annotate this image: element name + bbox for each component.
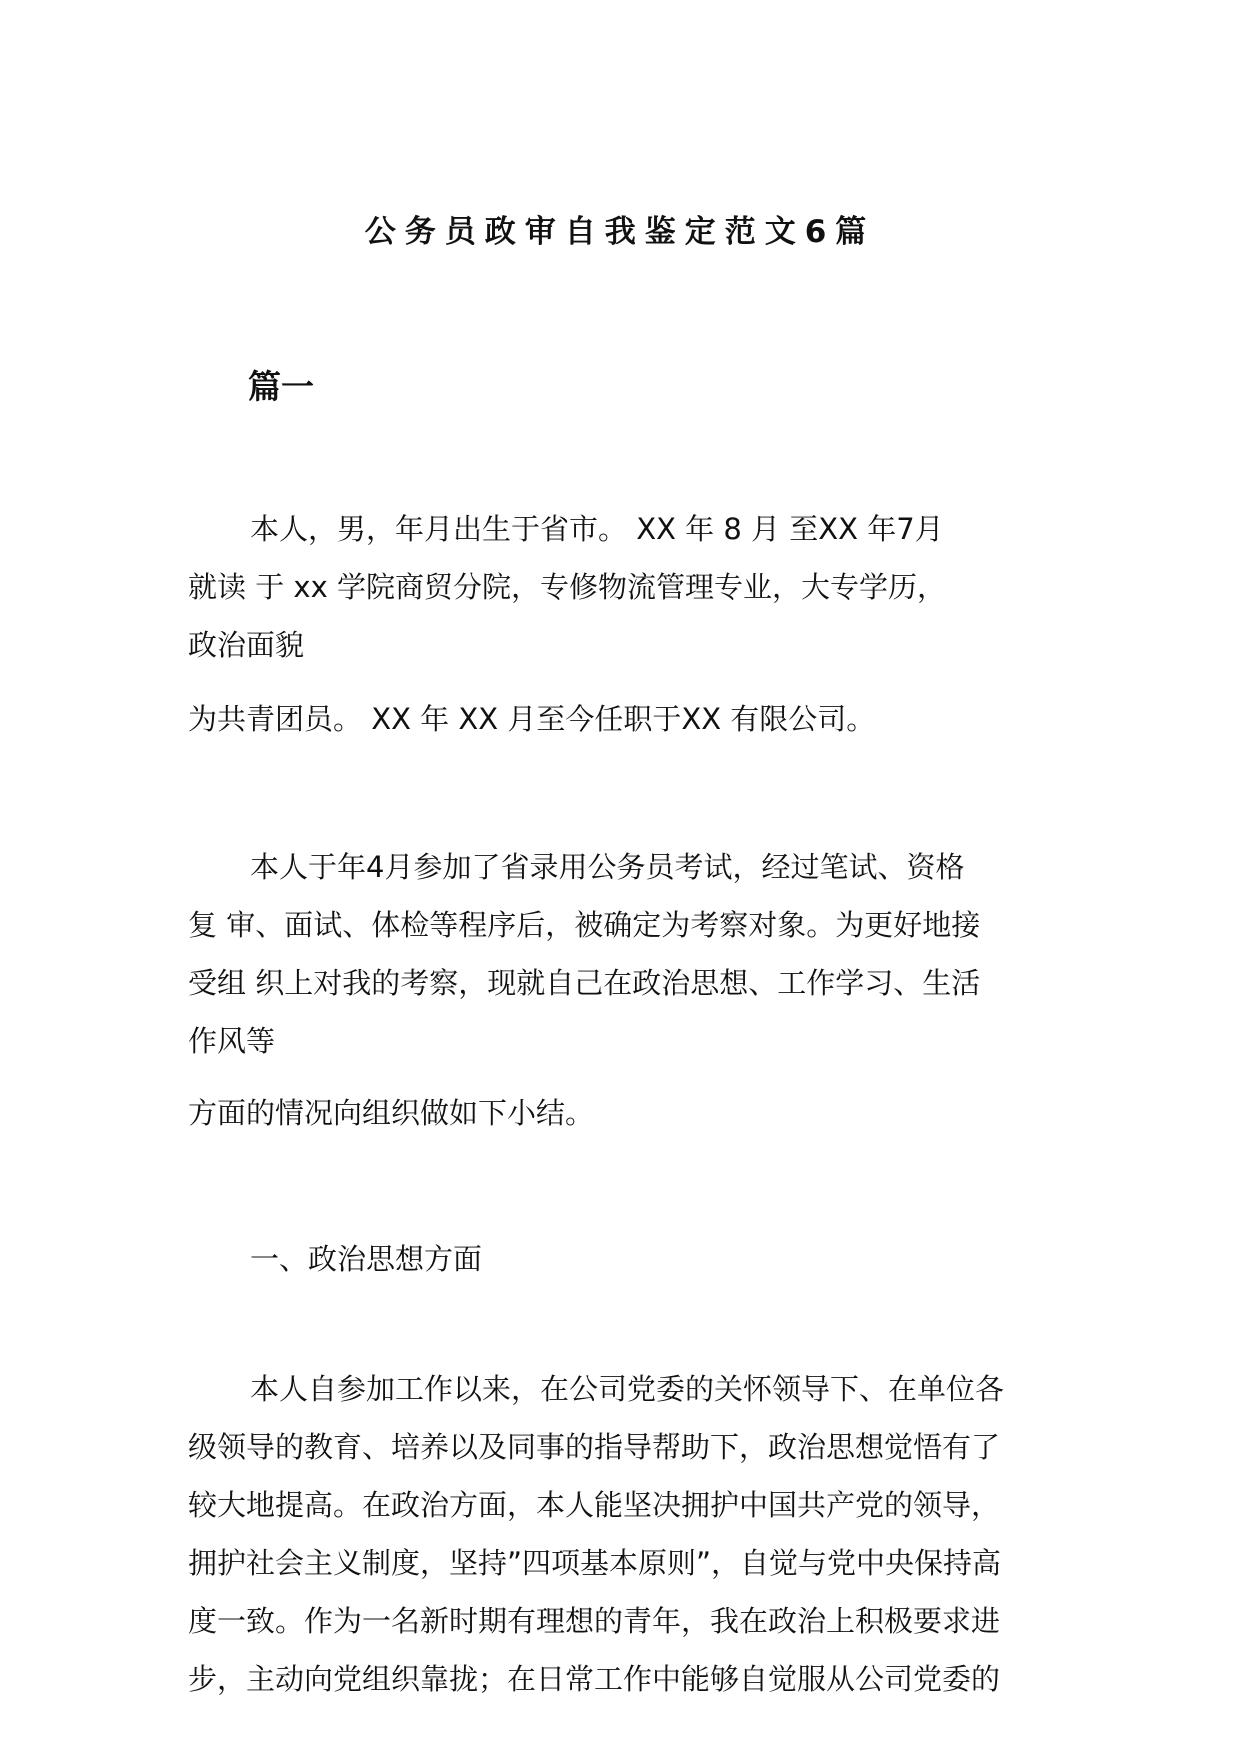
paragraph-3-line: 本人自参加工作以来，在公司党委的关怀领导下、在单位各 (250, 1372, 1005, 1406)
paragraph-2-line: 复 审、面试、体检等程序后，被确定为考察对象。为更好地接 (188, 908, 981, 942)
paragraph-1-line: 本人，男，年月出生于省市。 XX 年 8 月 至XX 年7月 (250, 512, 944, 546)
section-heading: 篇一 (248, 367, 314, 406)
paragraph-1-line: 就读 于 xx 学院商贸分院，专修物流管理专业，大专学历， (188, 570, 946, 604)
paragraph-2-line: 受组 织上对我的考察，现就自己在政治思想、工作学习、生活 (188, 966, 981, 1000)
document-title: 公务员政审自我鉴定范文6篇 (364, 214, 876, 250)
paragraph-2-line: 作风等 (188, 1024, 276, 1058)
paragraph-2-line: 本人于年4月参加了省录用公务员考试，经过笔试、资格 (250, 850, 965, 884)
paragraph-2-continuation (188, 1084, 1068, 1142)
paragraph-1-cont-line: 为共青团员。 XX 年 XX 月至今任职于XX 有限公司。 (188, 702, 876, 736)
paragraph-3 (188, 1360, 1068, 1708)
paragraph-1-continuation (188, 690, 1068, 748)
paragraph-3-line: 级领导的教育、培养以及同事的指导帮助下，政治思想觉悟有了 (188, 1430, 1001, 1464)
subheading-political-thought: 一、政治思想方面 (250, 1242, 483, 1276)
paragraph-3-line: 步，主动向党组织靠拢；在日常工作中能够自觉服从公司党委的 (188, 1662, 1001, 1696)
paragraph-1 (188, 500, 1068, 674)
paragraph-3-line: 较大地提高。在政治方面，本人能坚决拥护中国共产党的领导， (188, 1488, 1001, 1522)
paragraph-3-line: 度一致。作为一名新时期有理想的青年，我在政治上积极要求进 (188, 1604, 1001, 1638)
paragraph-1-line: 政治面貌 (188, 628, 305, 662)
paragraph-2 (188, 838, 1068, 1070)
paragraph-2-cont-line: 方面的情况向组织做如下小结。 (188, 1096, 595, 1130)
paragraph-3-line: 拥护社会主义制度，坚持”四项基本原则”，自觉与党中央保持高 (188, 1546, 1002, 1580)
